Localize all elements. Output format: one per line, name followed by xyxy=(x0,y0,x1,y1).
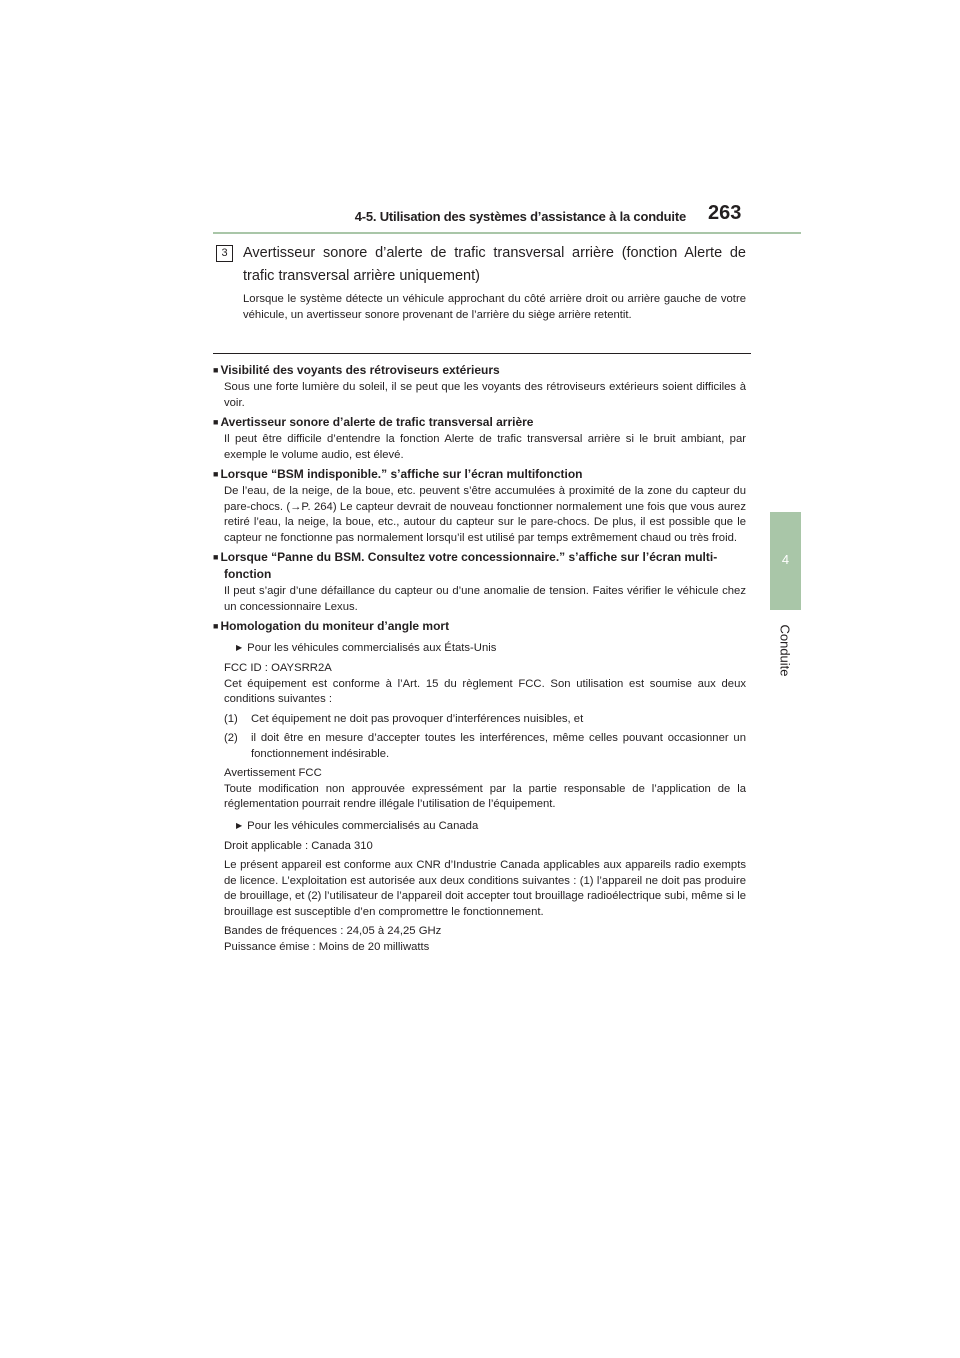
canada-statement: Le présent appareil est conforme aux CNR d’Industrie Canada applicables aux appareils radio exempts de licence. L’exploitation est autorisée aux deux conditions suivantes : (1) l’appareil ne doit pas produire de brouillage, et (2) l’utilisateur de l’appareil doit accepter tout brouillage radioélectrique subi, même si le brouillage est susceptible d’en compromettre le fonctionnement. xyxy=(224,859,746,918)
condition-item-1 xyxy=(213,712,746,728)
section-divider xyxy=(213,353,751,354)
canada-vehicles-heading xyxy=(213,818,746,834)
note-body: Sous une forte lumière du soleil, il se peut que les voyants des rétroviseurs extérieurs soient difficiles à voir. xyxy=(224,381,746,409)
page-number: 263 xyxy=(708,202,742,224)
condition-number: (2) xyxy=(224,732,238,744)
condition-item-2 xyxy=(213,731,746,762)
note-bsm-malfunction xyxy=(213,549,746,615)
condition-text: Cet équipement ne doit pas provoquer d’interférences nuisibles, et xyxy=(251,712,584,725)
note-body: De l’eau, de la neige, de la boue, etc. peuvent s’être accumulées à proximité de la zone du capteur du pare-chocs. (→P. 264) Le capteur devrait de nouveau fonctionner normalement une fois que vous aurez retiré l’eau, la neige, la boue, etc., autour du capteur sur le pare-chocs. De plus, il est possible que le capteur ne fonctionne pas normalement lorsqu’il est utilisé par temps extrêmement chaud ou très froid. xyxy=(224,485,746,544)
running-header-title: 4-5. Utilisation des systèmes d’assistance à la conduite xyxy=(354,209,686,224)
note-certification xyxy=(213,618,746,955)
note-heading xyxy=(213,362,746,379)
header-rule xyxy=(213,232,801,234)
chapter-tab xyxy=(770,512,801,610)
fcc-statement: Cet équipement est conforme à l’Art. 15 du règlement FCC. Son utilisation est soumise aux deux conditions suivantes : xyxy=(224,677,746,705)
fcc-id: FCC ID : OAYSRR2A xyxy=(224,662,332,674)
note-heading-text: Visibilité des voyants des rétroviseurs extérieurs xyxy=(220,363,500,377)
canada-law: Droit applicable : Canada 310 xyxy=(224,839,373,852)
note-body: Il peut être difficile d’entendre la fonction Alerte de trafic transversal arrière si le bruit ambiant, par exemple le volume audio, est élevé. xyxy=(224,433,746,461)
square-bullet-icon: ■ xyxy=(213,365,219,375)
frequency-bands: Bandes de fréquences : 24,05 à 24,25 GHz xyxy=(224,925,442,937)
triangle-bullet-icon: ▶ xyxy=(236,643,243,652)
condition-number: (1) xyxy=(224,712,238,725)
note-body: Il peut s’agir d’une défaillance du capteur ou d’une anomalie de tension. Faites vérifier le véhicule chez un concessionnaire Lexus. xyxy=(224,585,746,613)
note-heading xyxy=(213,414,746,431)
fcc-warning-text: Toute modification non approuvée expressément par la partie responsable de l’application de la réglementation pourrait rendre illégale l’utilisation de l’équipement. xyxy=(224,782,746,810)
note-bsm-unavailable xyxy=(213,466,746,546)
note-heading xyxy=(213,549,746,583)
note-heading xyxy=(213,466,746,483)
square-bullet-icon: ■ xyxy=(213,417,219,427)
note-mirror-indicators xyxy=(213,362,746,411)
notes-section xyxy=(213,362,746,957)
square-bullet-icon: ■ xyxy=(213,469,219,479)
chapter-number: 4 xyxy=(781,552,790,567)
us-vehicles-text: Pour les véhicules commercialisés aux États-Unis xyxy=(247,642,497,654)
canada-vehicles-text: Pour les véhicules commercialisés au Canada xyxy=(247,819,479,832)
note-heading-text: Avertisseur sonore d’alerte de trafic transversal arrière xyxy=(220,415,534,429)
note-cross-traffic-buzzer xyxy=(213,414,746,463)
chapter-label xyxy=(768,620,802,680)
note-heading-text: Lorsque “BSM indisponible.” s’affiche sur l’écran multifonction xyxy=(220,467,583,481)
triangle-bullet-icon: ▶ xyxy=(236,820,243,830)
us-vehicles-heading xyxy=(213,640,746,656)
condition-text: il doit être en mesure d’accepter toutes les interférences, même celles pouvant occasionner un fonctionnement indésirable. xyxy=(251,732,746,760)
fcc-warning-title: Avertissement FCC xyxy=(224,767,322,779)
step-description: Lorsque le système détecte un véhicule approchant du côté arrière droit ou arrière gauche de votre véhicule, un avertisseur sonore provenant de l’arrière du siège arrière retentit. xyxy=(243,293,746,321)
chapter-label-text: Conduite xyxy=(777,623,793,677)
square-bullet-icon: ■ xyxy=(213,621,219,631)
note-heading-text: Homologation du moniteur d’angle mort xyxy=(220,619,450,633)
square-bullet-icon: ■ xyxy=(213,552,219,562)
emitted-power: Puissance émise : Moins de 20 milliwatts xyxy=(224,940,430,953)
step-number-badge: 3 xyxy=(216,245,233,262)
step-title: Avertisseur sonore d’alerte de trafic transversal arrière (fonction Alerte de trafic transversal arrière uniquement) xyxy=(243,245,746,284)
note-heading-text: Lorsque “Panne du BSM. Consultez votre concessionnaire.” s’affiche sur l’écran multi-fonction xyxy=(220,550,718,581)
note-heading xyxy=(213,618,746,635)
